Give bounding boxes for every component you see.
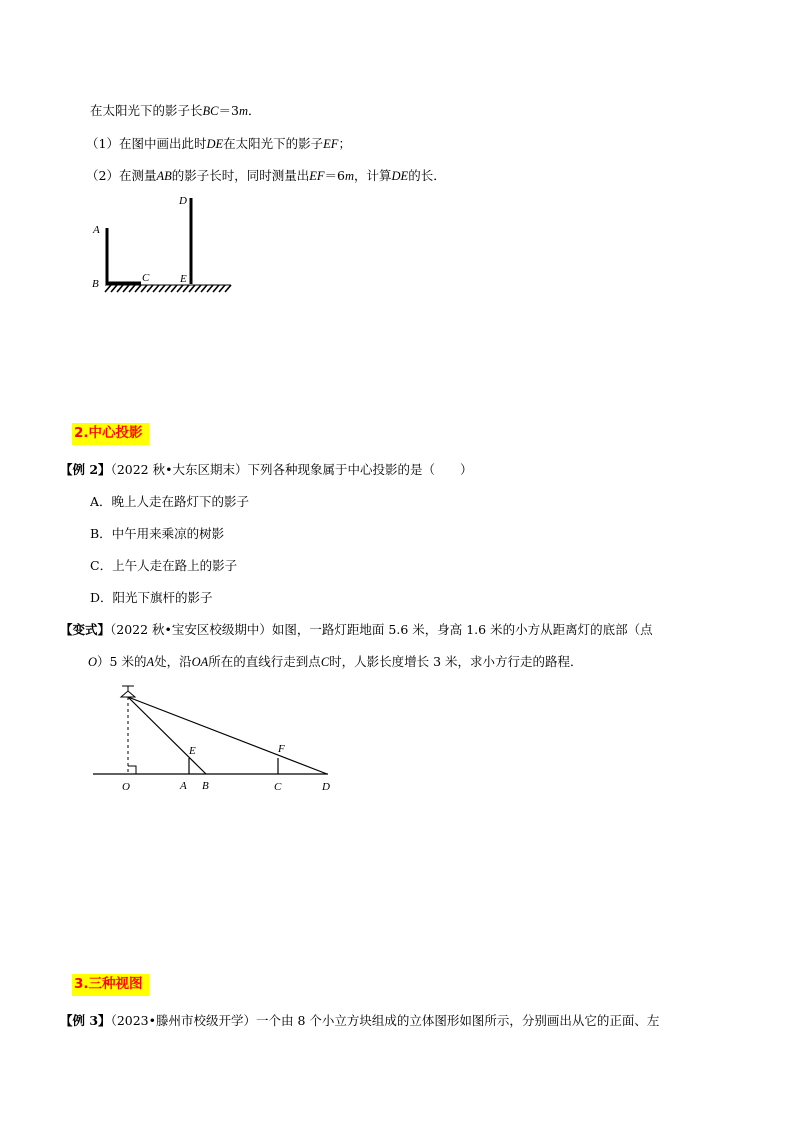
variant-label: 【变式】	[60, 622, 111, 637]
label-d: D	[322, 781, 330, 793]
light-ray-d	[128, 697, 327, 774]
text: （1）在图中画出此时	[86, 136, 207, 151]
variant-line-2	[88, 654, 583, 670]
example-3	[60, 1013, 659, 1029]
text: 在太阳光下的影子	[223, 136, 324, 151]
label-a: A	[93, 224, 100, 236]
section-heading-three-views: 3.三种视图	[72, 974, 149, 996]
text: 时，人影长度增长 3 米，求小方行走的路程．	[329, 654, 583, 669]
option-a: A．晚上人走在路灯下的影子	[90, 494, 250, 509]
text: 在太阳光下的影子长	[90, 103, 203, 118]
figure-sunlight-shadow	[85, 190, 245, 300]
example-label: 【例 2】	[60, 462, 111, 477]
question-1	[86, 136, 351, 152]
label-d: D	[179, 195, 187, 207]
light-ray-b	[128, 697, 206, 774]
var: A	[146, 655, 155, 669]
text: 的影子长时，同时测量出	[171, 168, 310, 183]
var: EF	[323, 137, 339, 151]
var: EF	[309, 169, 325, 183]
section-heading-central-projection: 2.中心投影	[72, 423, 149, 445]
label-c: C	[274, 781, 282, 793]
figure-streetlight	[88, 682, 348, 797]
var: BC	[202, 104, 219, 118]
lamp-icon	[121, 686, 135, 697]
var: O	[88, 655, 98, 669]
text: ＝6	[324, 168, 345, 183]
label-a: A	[180, 780, 187, 792]
label-c: C	[142, 272, 150, 284]
label-b: B	[202, 780, 209, 792]
label-b: B	[92, 278, 99, 290]
var: AB	[156, 169, 172, 183]
example-text: （2022 秋•大东区期末）下列各种现象属于中心投影的是（ ）	[110, 462, 473, 477]
intro-shadow-line	[90, 103, 261, 119]
text: 处，沿	[154, 654, 192, 669]
ground-hatching	[105, 285, 231, 292]
example-text: （2023•滕州市校级开学）一个由 8 个小立方块组成的立体图形如图所示，分别画出从它的正面、左	[110, 1013, 660, 1028]
text: ；	[338, 136, 351, 151]
label-e: E	[189, 745, 196, 757]
text: ＝3	[218, 103, 239, 118]
text: 的长．	[408, 168, 446, 183]
unit: m	[344, 169, 355, 183]
var: DE	[206, 137, 224, 151]
var: OA	[191, 655, 209, 669]
label-f: F	[278, 743, 285, 755]
unit: m	[238, 104, 248, 118]
text: （2）在测量	[86, 168, 157, 183]
text: 所在的直线行走到点	[208, 654, 321, 669]
variant-text: （2022 秋•宝安区校级期中）如图，一路灯距地面 5.6 米，身高 1.6 米的小方从距离灯的底部（点	[110, 622, 653, 637]
question-2	[86, 168, 446, 184]
text: ．	[247, 103, 261, 118]
variant-line-1	[60, 622, 653, 638]
label-o: O	[122, 781, 130, 793]
option-b: B．中午用来乘凉的树影	[90, 526, 225, 541]
example-2	[60, 462, 472, 478]
text: ）5 米的	[97, 654, 147, 669]
option-c: C．上午人走在路上的影子	[90, 558, 238, 573]
right-angle-mark	[128, 766, 136, 774]
example-label: 【例 3】	[60, 1013, 111, 1028]
text: ，计算	[354, 168, 392, 183]
option-d: D．阳光下旗杆的影子	[90, 590, 213, 605]
var: DE	[391, 169, 409, 183]
label-e: E	[180, 273, 187, 285]
var: C	[320, 655, 330, 669]
